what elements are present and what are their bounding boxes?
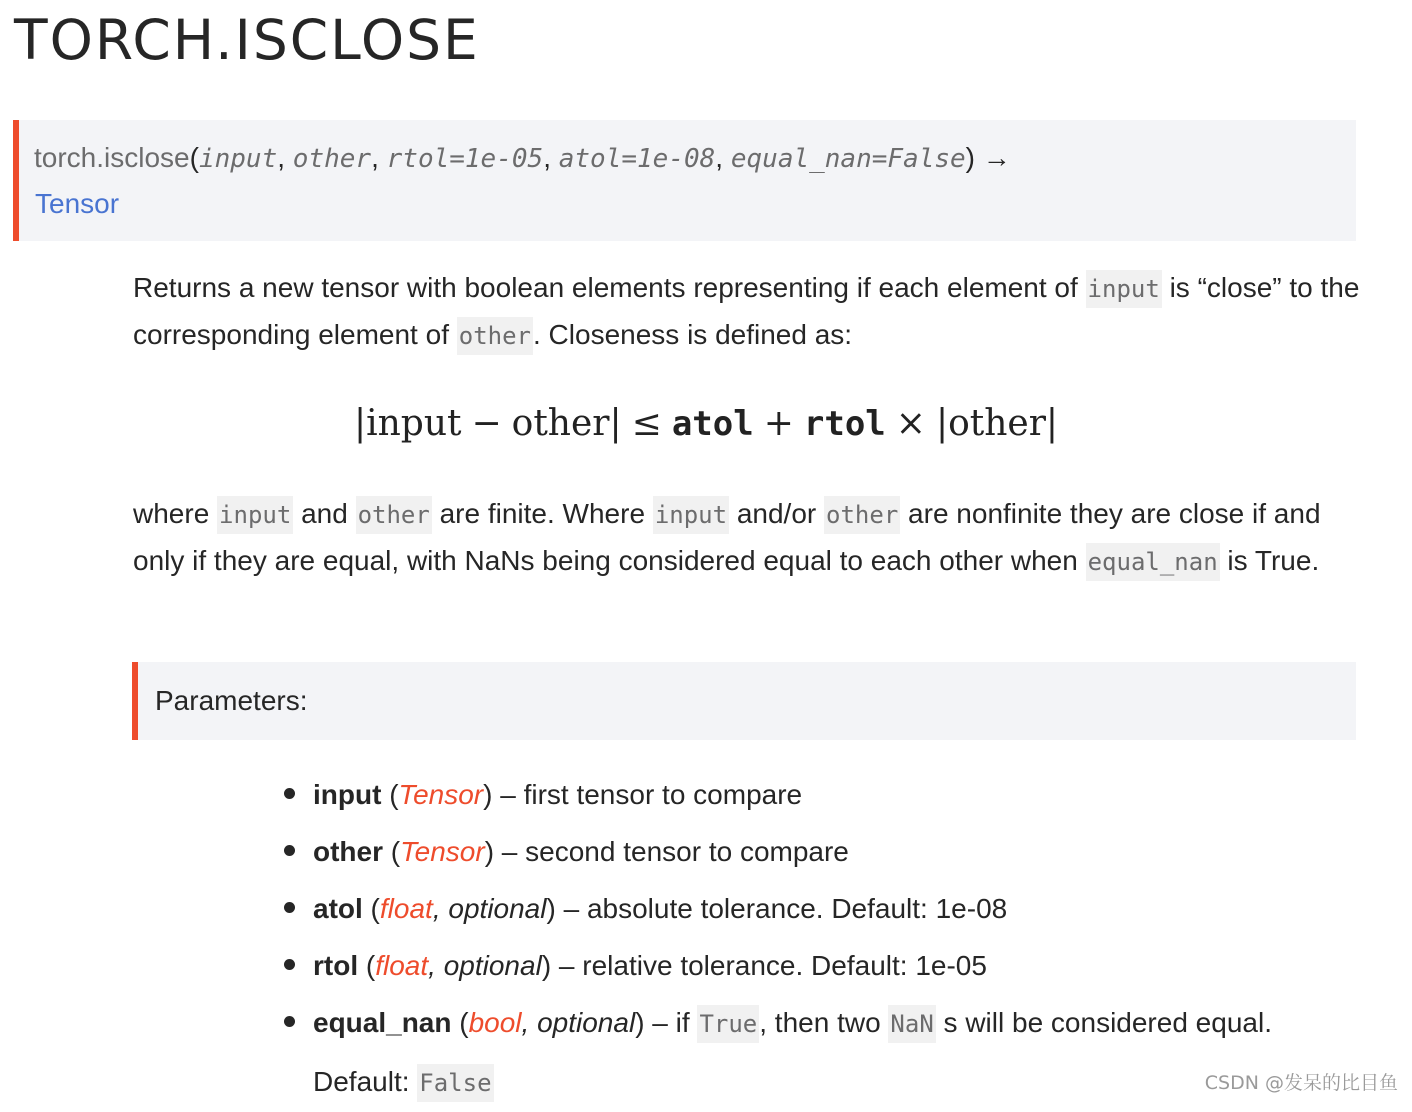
- param-other: other: [292, 144, 372, 174]
- separator: ,: [432, 893, 449, 924]
- separator: ,: [428, 950, 444, 981]
- param-description: – if: [644, 1007, 698, 1038]
- parameters-label: Parameters:: [155, 685, 308, 716]
- inline-code: input: [217, 496, 293, 534]
- formula-minus: −: [471, 403, 502, 444]
- description-text: is “close” to the corresponding element of: [133, 272, 1360, 350]
- paren: (: [362, 893, 380, 924]
- list-item: [313, 937, 1373, 994]
- bullet-icon: [284, 1016, 295, 1027]
- paren: ): [635, 1007, 645, 1038]
- formula-abs-bar: |: [935, 403, 949, 444]
- param-type-link[interactable]: float: [375, 950, 429, 981]
- inline-code: NaN: [888, 1005, 935, 1043]
- param-type-link[interactable]: Tensor: [398, 779, 484, 810]
- bullet-icon: [284, 788, 295, 799]
- description-text: . Closeness is defined as:: [533, 319, 853, 350]
- formula-other: other: [948, 403, 1046, 444]
- description-text: and/or: [729, 498, 825, 529]
- param-optional: optional: [448, 893, 547, 924]
- param-optional: optional: [443, 950, 542, 981]
- bullet-icon: [284, 902, 295, 913]
- inline-code: equal_nan: [1086, 543, 1220, 581]
- param-rtol: rtol=1e-05: [386, 144, 544, 174]
- description-text: is True.: [1219, 545, 1320, 576]
- paren: ): [541, 950, 552, 981]
- paren: (: [451, 1007, 469, 1038]
- param-atol: atol=1e-08: [558, 144, 716, 174]
- return-type-link[interactable]: Tensor: [35, 188, 120, 219]
- formula-plus: +: [763, 403, 794, 444]
- param-name: equal_nan: [313, 1007, 452, 1038]
- inline-code: other: [457, 317, 533, 355]
- separator: ,: [521, 1007, 538, 1038]
- param-description: – second tensor to compare: [494, 836, 849, 867]
- formula-abs-bar: |: [353, 403, 367, 444]
- list-item: [313, 766, 1373, 823]
- paren: (: [381, 779, 399, 810]
- comma: ,: [543, 142, 551, 173]
- parameter-list: [313, 766, 1373, 1112]
- open-paren: (: [189, 142, 199, 173]
- formula-abs-bar: |: [1045, 403, 1059, 444]
- parameters-header: [132, 662, 1356, 740]
- function-signature: [13, 120, 1356, 241]
- inline-code: False: [417, 1064, 493, 1102]
- inline-code: True: [697, 1005, 759, 1043]
- formula-abs-bar: |: [609, 403, 622, 444]
- param-type-link[interactable]: float: [379, 893, 433, 924]
- param-description: s will be considered equal.: [935, 1007, 1272, 1038]
- param-description: – relative tolerance. Default: 1e-05: [551, 950, 987, 981]
- param-equal-nan: equal_nan=False: [730, 144, 966, 174]
- comma: ,: [715, 142, 724, 173]
- param-description: , then two: [759, 1007, 889, 1038]
- return-arrow: →: [982, 142, 1011, 173]
- finiteness-paragraph: [133, 491, 1373, 585]
- formula-input: input: [366, 403, 462, 444]
- comma: ,: [277, 142, 286, 173]
- formula-rtol: rtol: [803, 404, 886, 444]
- inline-code: other: [824, 496, 900, 534]
- description-text: are nonfinite they are close if and only if they are equal, with NaNs being considered equal to each other when: [133, 498, 1321, 576]
- function-name: torch.isclose: [34, 142, 190, 173]
- description-text: and: [293, 498, 356, 529]
- description-text: are finite. Where: [431, 498, 653, 529]
- param-name: atol: [313, 893, 363, 924]
- paren: ): [546, 893, 556, 924]
- formula-atol: atol: [671, 404, 754, 444]
- param-name: input: [313, 779, 382, 810]
- list-item: [313, 994, 1373, 1053]
- formula-times: ×: [895, 403, 926, 444]
- description-text: Returns a new tensor with boolean elements representing if each element of: [133, 272, 1086, 303]
- bullet-icon: [284, 959, 295, 970]
- default-label: Default:: [313, 1066, 418, 1097]
- paren: (: [358, 950, 376, 981]
- description-text: where: [133, 498, 218, 529]
- close-paren: ): [965, 142, 975, 173]
- formula-other: other: [511, 403, 610, 444]
- signature-line: [34, 140, 1011, 177]
- param-input: input: [198, 144, 278, 174]
- param-description: – first tensor to compare: [492, 779, 803, 810]
- bullet-icon: [284, 845, 295, 856]
- param-type-link[interactable]: Tensor: [400, 836, 485, 867]
- param-optional: optional: [537, 1007, 636, 1038]
- comma: ,: [371, 142, 379, 173]
- inline-code: input: [1086, 270, 1162, 308]
- param-name: other: [313, 836, 383, 867]
- formula-leq: ≤: [631, 403, 662, 444]
- list-item: [313, 823, 1373, 880]
- watermark: CSDN @发呆的比目鱼: [1204, 1072, 1398, 1094]
- paren: (: [383, 836, 401, 867]
- param-name: rtol: [313, 950, 359, 981]
- closeness-formula: [0, 398, 1412, 450]
- list-item: [313, 880, 1373, 937]
- inline-code: input: [653, 496, 729, 534]
- page-title: TORCH.ISCLOSE: [14, 8, 480, 72]
- param-description: – absolute tolerance. Default: 1e-08: [555, 893, 1008, 924]
- inline-code: other: [356, 496, 432, 534]
- paren: ): [484, 836, 495, 867]
- paren: ): [483, 779, 493, 810]
- description-paragraph: [133, 265, 1373, 359]
- param-type-link[interactable]: bool: [468, 1007, 522, 1038]
